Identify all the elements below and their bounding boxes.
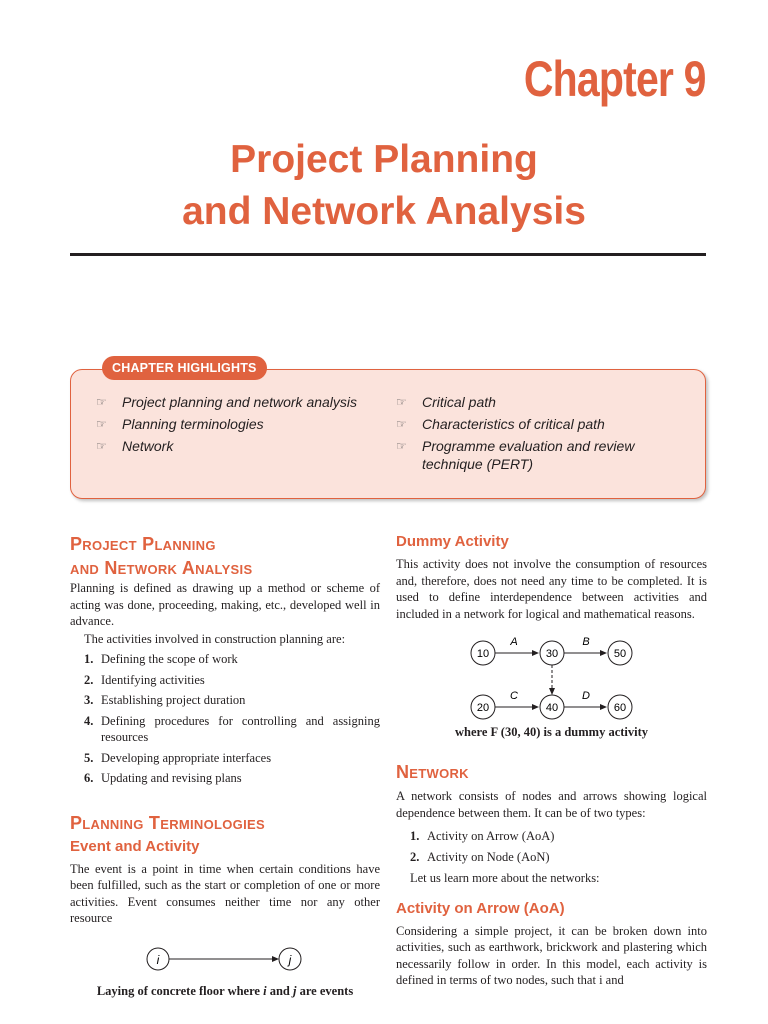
left-column xyxy=(70,532,380,999)
node-40-label: 40 xyxy=(545,702,559,714)
highlight-text: Characteristics of critical path xyxy=(422,416,605,432)
planning-paragraph: Planning is defined as drawing up a method or scheme of acting was done, proceeding, making, etc., developed well in advance. xyxy=(70,581,380,628)
highlight-text: Critical path xyxy=(422,394,496,410)
edge-c-label: C xyxy=(510,690,518,702)
node-60-label: 60 xyxy=(613,702,627,714)
highlight-item xyxy=(96,415,376,433)
title-rule xyxy=(70,253,706,256)
node-10-label: 10 xyxy=(476,648,490,660)
caption-text: are events xyxy=(296,983,354,998)
list-text: Activity on Arrow (AoA) xyxy=(427,829,555,843)
aoa-paragraph: Considering a simple project, it can be broken down into activities, such as earthwork, brickwork and plastering which necessarily follow in order. In this model, each activity is defined in terms of two nodes, such that i and xyxy=(396,923,707,987)
heading-line: and Network Analysis xyxy=(70,558,253,578)
network-types-list xyxy=(396,828,707,865)
network-intro: Let us learn more about the networks: xyxy=(410,871,600,885)
list-item xyxy=(396,828,707,845)
list-item xyxy=(70,750,380,767)
section-heading-terminologies: Planning Terminologies xyxy=(70,812,265,833)
node-20-label: 20 xyxy=(476,702,490,714)
list-number: 3. xyxy=(84,693,94,707)
pointing-hand-icon: ☞ xyxy=(396,417,407,431)
subheading-aoa: Activity on Arrow (AoA) xyxy=(396,899,565,917)
chapter-title xyxy=(0,134,768,238)
list-text: Activity on Node (AoN) xyxy=(427,849,550,864)
arrowhead xyxy=(600,704,607,710)
subheading-dummy-activity: Dummy Activity xyxy=(396,533,509,550)
arrowhead xyxy=(272,956,279,962)
event-activity-diagram xyxy=(70,941,380,977)
node-30-label: 30 xyxy=(545,648,559,660)
chapter-title-line2: and Network Analysis xyxy=(182,190,586,233)
list-number: 2. xyxy=(410,849,420,864)
node-i-label: i xyxy=(156,952,160,967)
pointing-hand-icon: ☞ xyxy=(96,439,107,453)
highlight-item xyxy=(396,393,696,411)
pointing-hand-icon: ☞ xyxy=(96,417,107,431)
edge-b-label: B xyxy=(582,636,590,648)
list-item xyxy=(70,651,380,668)
list-text: Updating and revising plans xyxy=(101,771,242,785)
highlight-text: Planning terminologies xyxy=(122,416,264,432)
highlight-text: Project planning and network analysis xyxy=(122,394,358,410)
list-text: Defining the scope of work xyxy=(101,652,238,666)
chapter-highlights-label: CHAPTER HIGHLIGHTS xyxy=(102,356,267,380)
list-item xyxy=(396,849,707,866)
highlights-left-list xyxy=(96,393,376,459)
highlight-item xyxy=(96,437,376,455)
caption-italic: i xyxy=(263,983,267,998)
list-number: 1. xyxy=(84,652,94,666)
dummy-paragraph: This activity does not involve the consumption of resources and, therefore, does not need any time to be completed. It is used to define interdependence between activities and included in a network for logical and mathematical reasons. xyxy=(396,557,707,621)
section-heading-planning xyxy=(70,532,380,580)
node-j-label: j xyxy=(288,952,292,967)
arrowhead xyxy=(532,704,539,710)
dummy-diagram-caption: where F (30, 40) is a dummy activity xyxy=(454,725,649,739)
list-item xyxy=(70,672,380,689)
edge-d-label: D xyxy=(582,690,590,702)
network-paragraph: A network consists of nodes and arrows showing logical dependence between them. It can be of two types: xyxy=(396,789,707,820)
highlight-text: Programme evaluation and review technique (PERT) xyxy=(422,438,635,472)
list-number: 4. xyxy=(84,713,94,728)
list-item xyxy=(70,713,380,746)
caption-text: and xyxy=(266,983,293,998)
subheading-event-activity: Event and Activity xyxy=(70,837,200,855)
pointing-hand-icon: ☞ xyxy=(396,439,407,453)
list-item xyxy=(70,770,380,787)
list-number: 5. xyxy=(84,750,94,765)
planning-steps-list xyxy=(70,651,380,787)
highlight-item xyxy=(396,437,696,473)
node-50-label: 50 xyxy=(613,648,627,660)
section-heading-network: Network xyxy=(396,762,469,782)
list-number: 6. xyxy=(84,771,94,785)
planning-activities-intro: The activities involved in construction planning are: xyxy=(84,631,346,646)
list-text: Establishing project duration xyxy=(101,693,246,707)
pointing-hand-icon: ☞ xyxy=(396,395,407,409)
chapter-title-line1: Project Planning xyxy=(230,138,538,181)
heading-line: Project Planning xyxy=(70,534,216,554)
highlight-item xyxy=(396,415,696,433)
highlight-text: Network xyxy=(122,438,174,454)
highlight-item xyxy=(96,393,376,411)
highlights-right-list xyxy=(396,393,696,477)
list-number: 1. xyxy=(410,829,420,843)
list-item xyxy=(70,692,380,709)
list-number: 2. xyxy=(84,672,94,687)
dummy-activity-diagram xyxy=(396,628,707,724)
list-text: Defining procedures for controlling and assigning resources xyxy=(101,713,380,744)
list-text: Identifying activities xyxy=(101,672,205,687)
edge-a-label: A xyxy=(510,636,518,648)
arrowhead xyxy=(600,650,607,656)
arrowhead xyxy=(532,650,539,656)
caption-text: Laying of concrete floor where xyxy=(96,983,264,998)
list-text: Developing appropriate interfaces xyxy=(101,750,272,765)
arrowhead xyxy=(549,688,555,695)
event-diagram-caption xyxy=(70,983,380,999)
right-column xyxy=(396,532,707,989)
chapter-label: Chapter 9 xyxy=(524,51,706,107)
caption-italic: j xyxy=(293,983,297,998)
event-paragraph: The event is a point in time when certain conditions have been fulfilled, such as the start or completion of one or more activities. Event consumes neither time nor any other resource xyxy=(70,861,380,925)
pointing-hand-icon: ☞ xyxy=(96,395,107,409)
